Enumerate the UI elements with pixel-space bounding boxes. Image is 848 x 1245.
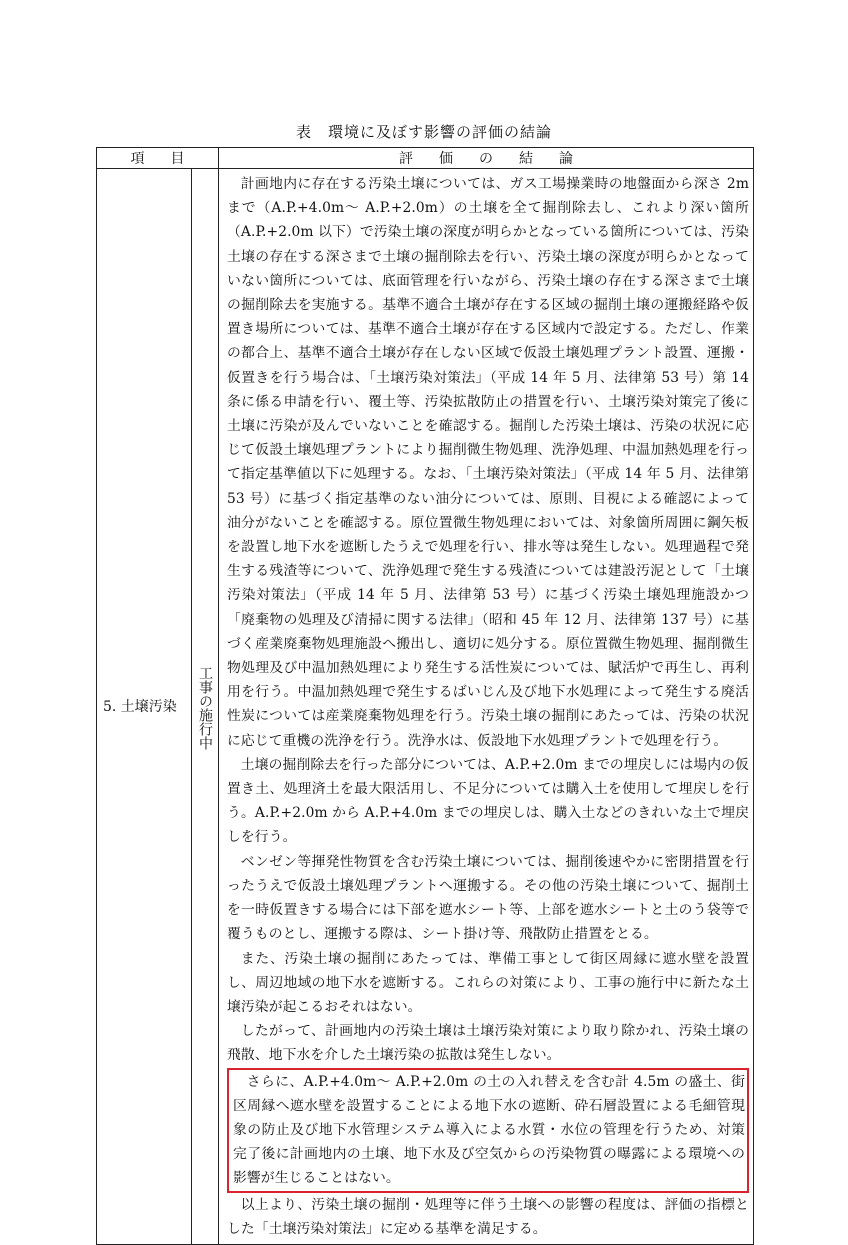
phase-cell: [192, 169, 219, 1245]
paragraph-cutoff-wall: また、汚染土壌の掘削にあたっては、準備工事として街区周縁に遮水壁を設置し、周辺地域の地下水を遮断する。これらの対策により、工事の施行中に新たな土壌汚染が起こるおそれはない。: [227, 950, 749, 1015]
phase-label: 工事の施行中: [197, 666, 213, 751]
paragraph-conclusion: 以上より、汚染土壌の掘削・処理等に伴う土壌への影響の程度は、評価の指標とした「土壌汚染対策法」に定める基準を満足する。: [227, 1196, 749, 1237]
header-evaluation: 評価の結論: [219, 148, 754, 169]
table-caption: 表 環境に及ぼす影響の評価の結論: [295, 123, 552, 141]
header-item: 項目: [97, 148, 219, 169]
table-row: [97, 169, 754, 1245]
paragraph-volatile: ベンゼン等揮発性物質を含む汚染土壌については、掘削後速やかに密閉措置を行ったうえで仮設土壌処理プラントへ運搬する。その他の汚染土壌について、掘削土を一時仮置きする場合には下部を遮水シート等、上部を遮水シートと土のう袋等で覆うものとし、運搬する際は、シート掛け等、飛散防止措置をとる。: [227, 853, 749, 943]
paragraph-backfill: 土壌の掘削除去を行った部分については、A.P.+2.0m までの埋戻しには場内の仮置き土、処理済土を最大限活用し、不足分については購入土を使用して埋戻しを行う。A.P.+2.0m から A.P.+4.0m までの埋戻しは、購入土などのきれいな土で埋戻しを行う。: [227, 756, 749, 846]
evaluation-table: [96, 147, 754, 1245]
paragraph-therefore: したがって、計画地内の汚染土壌は土壌汚染対策により取り除かれ、汚染土壌の飛散、地下水を介した土壌汚染の拡散は発生しない。: [227, 1023, 749, 1064]
item-cell: 5. 土壌汚染: [97, 169, 192, 1245]
content-cell: [219, 169, 754, 1245]
highlighted-paragraph: さらに、A.P.+4.0m～ A.P.+2.0m の土の入れ替えを含む計 4.5m の盛土、街区周縁へ遮水壁を設置することによる地下水の遮断、砕石層設置による毛細管現象の防止及び地下水管理システム導入による水質・水位の管理を行うため、対策完了後に計画地内の土壌、地下水及び空気からの汚染物質の曝露による環境への影響が生じることはない。: [227, 1068, 749, 1193]
paragraph-excavation: 計画地内に存在する汚染土壌については、ガス工場操業時の地盤面から深さ 2m まで（A.P.+4.0m～ A.P.+2.0m）の土壌を全て掘削除去し、これより深い箇所（A.P.+2.0m 以下）で汚染土壌の深度が明らかとなっている箇所については、汚染土壌の存在する深さまで土壌の掘削除去を行い、汚染土壌の深度が明らかとなっていない箇所については、底面管理を行いながら、汚染土壌の存在する深さまで土壌の掘削除去を実施する。基準不適合土壌が存在する区域の掘削土壌の運搬経路や仮置き場所については、基準不適合土壌が存在する区域内で設定する。ただし、作業の都合上、基準不適合土壌が存在しない区域で仮設土壌処理プラント設置、運搬・仮置きを行う場合は、「土壌汚染対策法」（平成 14 年 5 月、法律第 53 号）第 14 条に係る申請を行い、覆土等、汚染拡散防止の措置を行い、土壌汚染対策完了後に土壌に汚染が及んでいないことを確認する。掘削した汚染土壌は、汚染の状況に応じて仮設土壌処理プラントにより掘削微生物処理、洗浄処理、中温加熱処理を行って指定基準値以下に処理する。なお、「土壌汚染対策法」（平成 14 年 5 月、法律第 53 号）に基づく指定基準のない油分については、原則、目視による確認によって油分がないことを確認する。原位置微生物処理においては、対象箇所周囲に鋼矢板を設置し地下水を遮断したうえで処理を行い、排水等は発生しない。処理過程で発生する残渣等について、洗浄処理で発生する残渣については建設汚泥として「土壌汚染対策法」（平成 14 年 5 月、法律第 53 号）に基づく汚染土壌処理施設かつ「廃棄物の処理及び清掃に関する法律」（昭和 45 年 12 月、法律第 137 号）に基づく産業廃棄物処理施設へ搬出し、適切に処分する。原位置微生物処理、掘削微生物処理及び中温加熱処理により発生する活性炭については、賦活炉で再生し、再利用を行う。中温加熱処理で発生するばいじん及び地下水処理によって発生する廃活性炭については産業廃棄物処理を行う。汚染土壌の掘削にあたっては、汚染の状況に応じて重機の洗浄を行う。洗浄水は、仮設地下水処理プラントで処理を行う。: [227, 176, 749, 749]
table-header-row: [97, 148, 754, 169]
